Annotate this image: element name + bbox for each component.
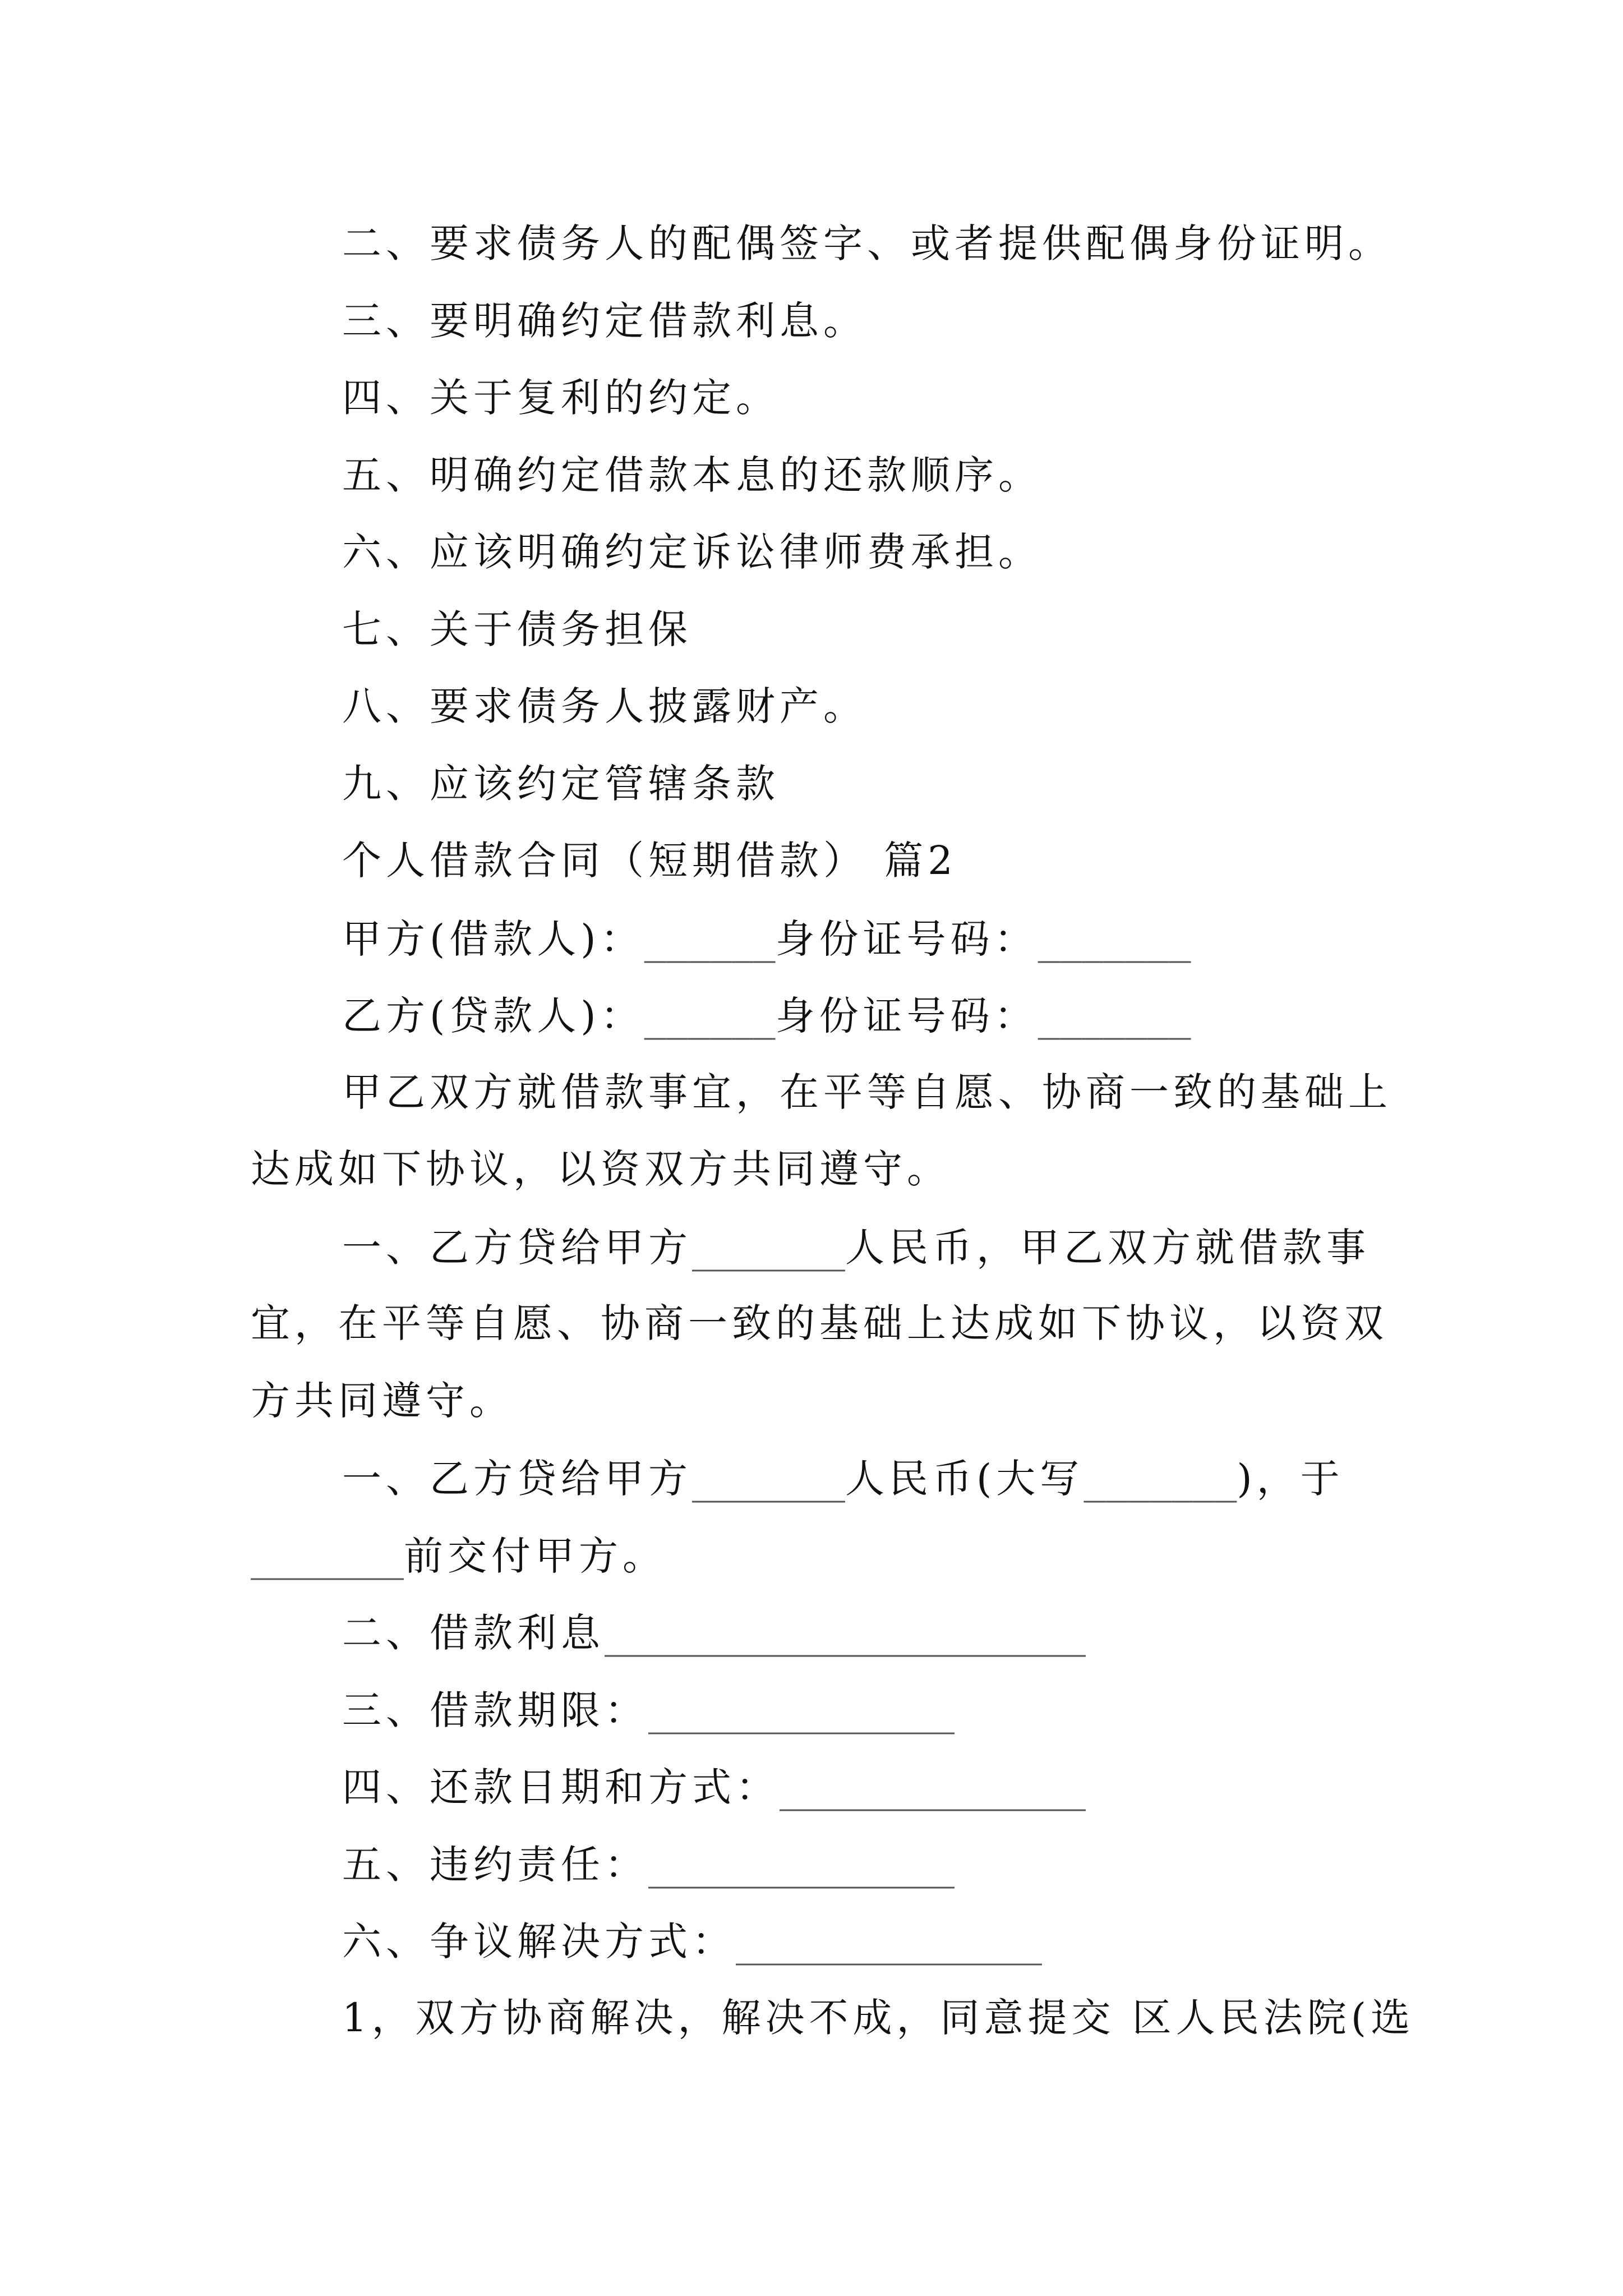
clause-dispute bbox=[251, 1902, 1484, 1980]
requirement-item: 二、要求债务人的配偶签字、或者提供配偶身份证明。 bbox=[342, 220, 1392, 266]
requirement-item: 七、关于债务担保 bbox=[342, 606, 692, 652]
dispute-option-1: 1，双方协商解决，解决不成，同意提交 区人民法院(选 bbox=[342, 1994, 1415, 2041]
clause-1a-amount-blank: _______ bbox=[692, 1221, 845, 1272]
requirement-item: 五、明确约定借款本息的还款顺序。 bbox=[342, 452, 1042, 498]
clause-repayment bbox=[251, 1748, 1484, 1825]
clause-1b-date-blank: _______ bbox=[251, 1529, 404, 1580]
clause-blank: ______________ bbox=[648, 1683, 955, 1734]
party-b-line bbox=[251, 977, 1484, 1054]
document-body bbox=[251, 205, 1484, 2056]
clause-label: 五、违约责任： bbox=[342, 1841, 648, 1888]
requirement-item: 六、应该明确约定诉讼律师费承担。 bbox=[342, 529, 1042, 575]
party-b-id-label: 身份证号码： bbox=[775, 993, 1038, 1039]
party-b-name-blank: ______ bbox=[644, 990, 776, 1040]
clause-interest bbox=[251, 1594, 1484, 1671]
requirement-item: 八、要求债务人披露财产。 bbox=[342, 683, 867, 729]
clause-1b-line bbox=[251, 1439, 1484, 1517]
clause-1b-continued bbox=[251, 1517, 1484, 1594]
party-b-label: 乙方(贷款人)： bbox=[342, 993, 644, 1039]
clause-label: 三、借款期限： bbox=[342, 1687, 648, 1733]
clause-blank: ______________ bbox=[736, 1915, 1042, 1966]
clause-term bbox=[251, 1671, 1484, 1749]
clause-1b-amount-blank: _______ bbox=[692, 1452, 845, 1503]
party-a-name-blank: ______ bbox=[644, 912, 776, 963]
clause-blank: ______________________ bbox=[605, 1607, 1086, 1657]
clause-1a-continued: 宜，在平等自愿、协商一致的基础上达成如下协议，以资双 bbox=[251, 1300, 1388, 1346]
party-a-line bbox=[251, 900, 1484, 977]
party-a-label: 甲方(借款人)： bbox=[342, 915, 644, 962]
clause-1b-lead: 一、乙方贷给甲方 bbox=[342, 1456, 692, 1502]
party-a-id-blank: _______ bbox=[1038, 912, 1191, 963]
requirement-item: 九、应该约定管辖条款 bbox=[342, 760, 780, 807]
clause-1b-mid: 人民币(大写 bbox=[845, 1456, 1084, 1502]
clause-1b-end: 前交付甲方。 bbox=[404, 1533, 666, 1579]
clause-blank: ______________ bbox=[780, 1761, 1086, 1811]
requirement-item: 四、关于复利的约定。 bbox=[342, 375, 780, 421]
clause-label: 六、争议解决方式： bbox=[342, 1918, 736, 1964]
clause-label: 四、还款日期和方式： bbox=[342, 1764, 780, 1810]
clause-label: 二、借款利息 bbox=[342, 1610, 605, 1656]
contract-heading: 个人借款合同（短期借款） 篇2 bbox=[342, 838, 957, 884]
preamble-line: 甲乙双方就借款事宜，在平等自愿、协商一致的基础上 bbox=[342, 1069, 1392, 1115]
clause-1a-continued: 方共同遵守。 bbox=[251, 1377, 513, 1424]
clause-blank: ______________ bbox=[648, 1838, 955, 1889]
clause-1a-line bbox=[251, 1208, 1484, 1286]
party-b-id-blank: _______ bbox=[1038, 990, 1191, 1040]
clause-breach bbox=[251, 1825, 1484, 1903]
clause-1b-uppercase-blank: _______ bbox=[1083, 1452, 1237, 1503]
preamble-line: 达成如下协议，以资双方共同遵守。 bbox=[251, 1146, 951, 1192]
requirement-item: 三、要明确约定借款利息。 bbox=[342, 297, 867, 344]
clause-1a-lead: 一、乙方贷给甲方 bbox=[342, 1224, 692, 1271]
clause-1b-tail: )，于 bbox=[1237, 1456, 1344, 1502]
party-a-id-label: 身份证号码： bbox=[775, 915, 1038, 962]
clause-1a-rest: 人民币，甲乙双方就借款事 bbox=[845, 1224, 1370, 1271]
